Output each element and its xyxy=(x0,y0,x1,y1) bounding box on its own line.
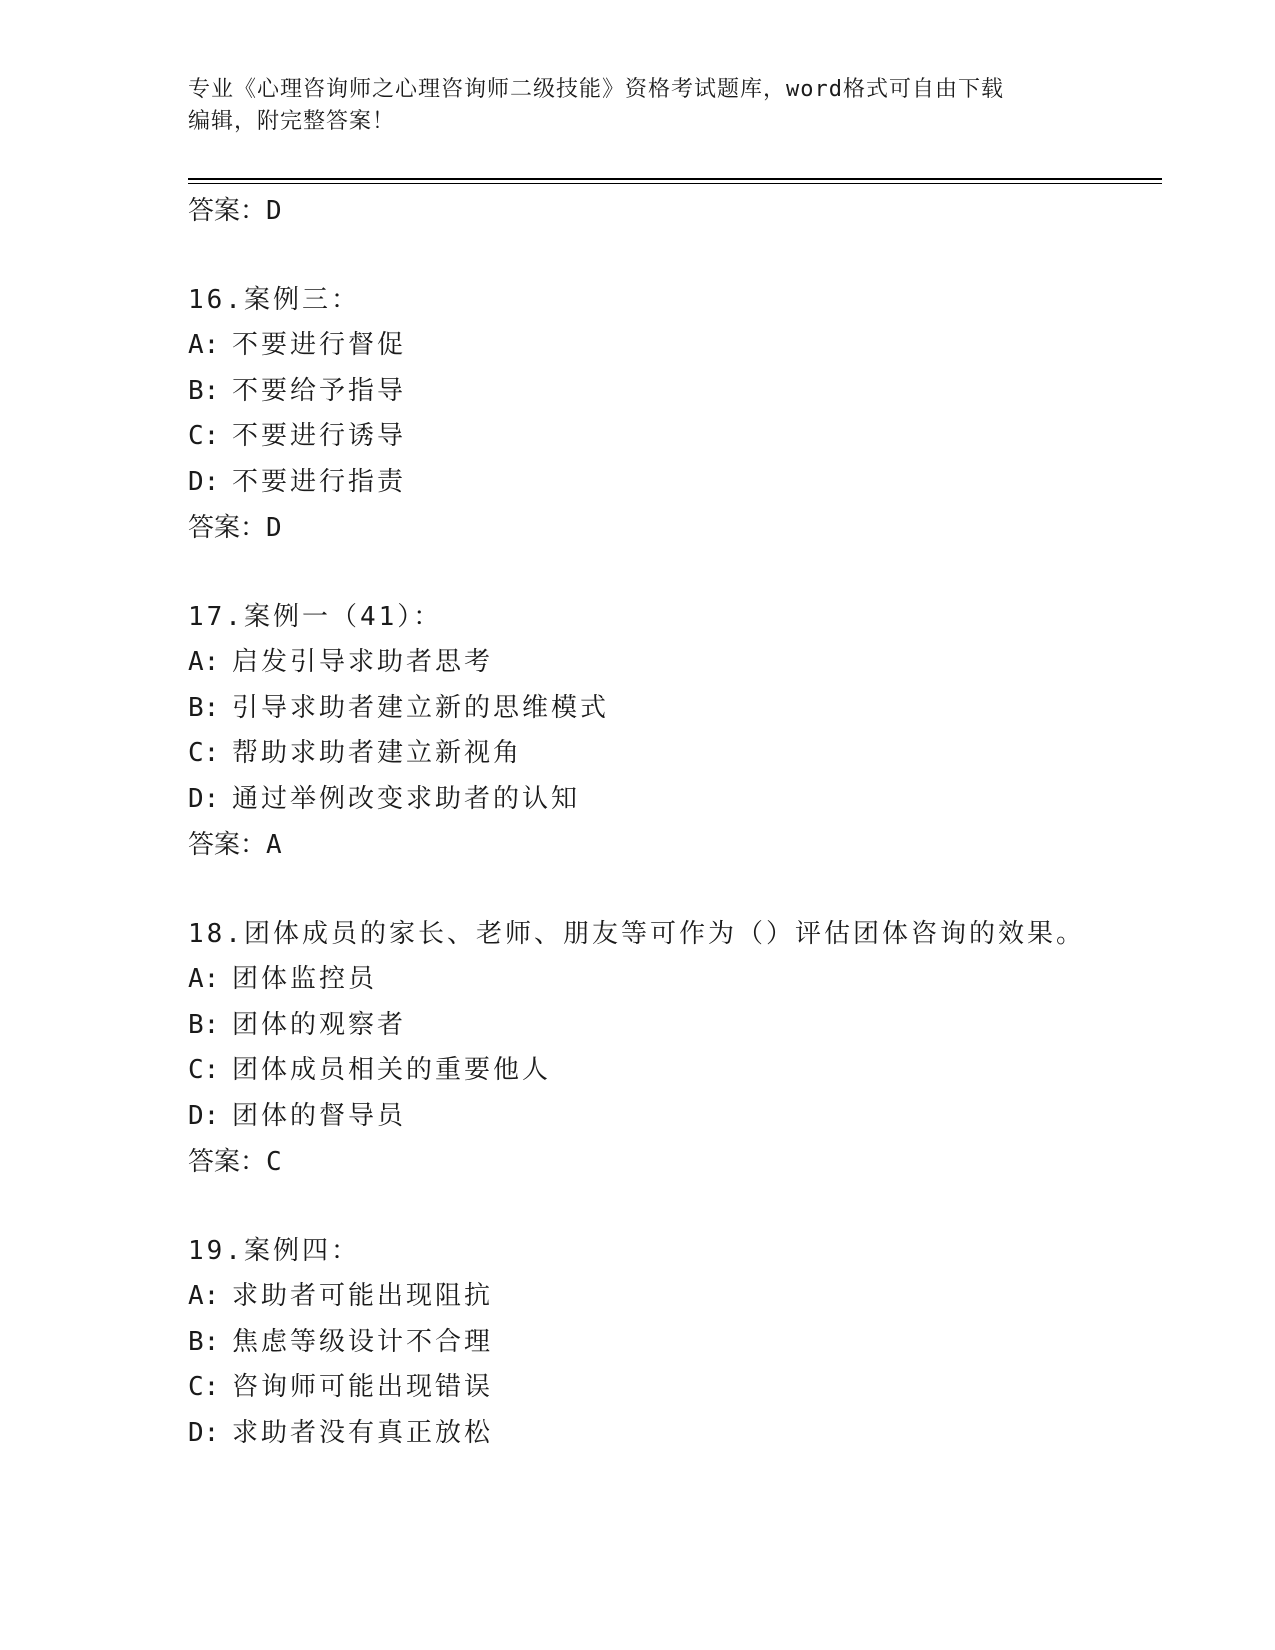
option-text: 不要进行指责 xyxy=(232,466,407,497)
header-rule-thin xyxy=(188,183,1162,184)
option-key: A: xyxy=(188,1281,220,1311)
spacer xyxy=(188,1185,1162,1229)
header-line-2: 编辑，附完整答案！ xyxy=(188,109,396,134)
option-key: B: xyxy=(188,1326,220,1357)
question-block xyxy=(188,912,1162,1185)
header-rule-thick xyxy=(188,178,1162,180)
option-key: D: xyxy=(188,1100,220,1131)
option-a xyxy=(188,1274,1162,1320)
option-b xyxy=(188,686,1162,732)
option-c xyxy=(188,731,1162,777)
option-d xyxy=(188,777,1162,823)
question-block xyxy=(188,595,1162,868)
option-text: 不要进行督促 xyxy=(232,330,407,360)
option-text: 团体的督导员 xyxy=(232,1100,407,1131)
option-text: 求助者没有真正放松 xyxy=(232,1417,494,1448)
option-text: 启发引导求助者思考 xyxy=(232,647,494,677)
option-a xyxy=(188,640,1162,686)
option-text: 团体的观察者 xyxy=(232,1009,407,1040)
answer-label: 答案： xyxy=(188,513,267,543)
answer-value: C xyxy=(266,1147,282,1177)
question-list xyxy=(188,188,1162,1456)
option-text: 不要进行诱导 xyxy=(232,421,407,451)
option-d xyxy=(188,460,1162,506)
option-key: B: xyxy=(188,692,220,723)
question-stem: 17.案例一（41）： xyxy=(188,602,443,632)
option-text: 焦虑等级设计不合理 xyxy=(232,1326,494,1357)
option-key: B: xyxy=(188,1009,220,1040)
option-d xyxy=(188,1094,1162,1140)
option-key: A: xyxy=(188,330,220,360)
option-d xyxy=(188,1411,1162,1457)
option-c xyxy=(188,1048,1162,1094)
option-key: D: xyxy=(188,466,220,497)
answer-label: 答案： xyxy=(188,196,267,226)
answer-value: D xyxy=(266,196,282,226)
option-key: C: xyxy=(188,738,220,768)
option-key: B: xyxy=(188,375,220,406)
answer-label: 答案： xyxy=(188,830,267,860)
option-key: D: xyxy=(188,783,220,814)
question-stem: 19.案例四： xyxy=(188,1236,360,1266)
document-header xyxy=(188,74,1088,138)
answer-line xyxy=(188,1139,1162,1185)
spacer xyxy=(188,551,1162,595)
option-key: D: xyxy=(188,1417,220,1448)
answer-line xyxy=(188,505,1162,551)
option-a xyxy=(188,957,1162,1003)
option-text: 引导求助者建立新的思维模式 xyxy=(232,692,610,723)
option-text: 通过举例改变求助者的认知 xyxy=(232,783,581,814)
answer-value: A xyxy=(266,830,282,860)
answer-label: 答案： xyxy=(188,1147,267,1177)
option-key: C: xyxy=(188,1372,220,1402)
option-text: 求助者可能出现阻抗 xyxy=(232,1281,494,1311)
option-text: 帮助求助者建立新视角 xyxy=(232,738,523,768)
option-text: 团体监控员 xyxy=(232,964,378,994)
option-key: C: xyxy=(188,1055,220,1085)
option-text: 咨询师可能出现错误 xyxy=(232,1372,494,1402)
answer-line xyxy=(188,822,1162,868)
question-stem: 18.团体成员的家长、老师、朋友等可作为（）评估团体咨询的效果。 xyxy=(188,919,1085,949)
option-text: 不要给予指导 xyxy=(232,375,407,406)
spacer xyxy=(188,234,1162,278)
option-c xyxy=(188,1365,1162,1411)
question-block xyxy=(188,1229,1162,1456)
option-key: A: xyxy=(188,647,220,677)
option-key: A: xyxy=(188,964,220,994)
answer-line xyxy=(188,188,1162,234)
option-b xyxy=(188,1320,1162,1366)
option-key: C: xyxy=(188,421,220,451)
option-b xyxy=(188,369,1162,415)
header-line-1: 专业《心理咨询师之心理咨询师二级技能》资格考试题库，word格式可自由下载 xyxy=(188,77,1004,102)
spacer xyxy=(188,868,1162,912)
option-c xyxy=(188,414,1162,460)
option-b xyxy=(188,1003,1162,1049)
option-text: 团体成员相关的重要他人 xyxy=(232,1055,552,1085)
option-a xyxy=(188,323,1162,369)
question-stem: 16.案例三： xyxy=(188,285,360,315)
answer-value: D xyxy=(266,513,282,543)
question-block xyxy=(188,278,1162,551)
